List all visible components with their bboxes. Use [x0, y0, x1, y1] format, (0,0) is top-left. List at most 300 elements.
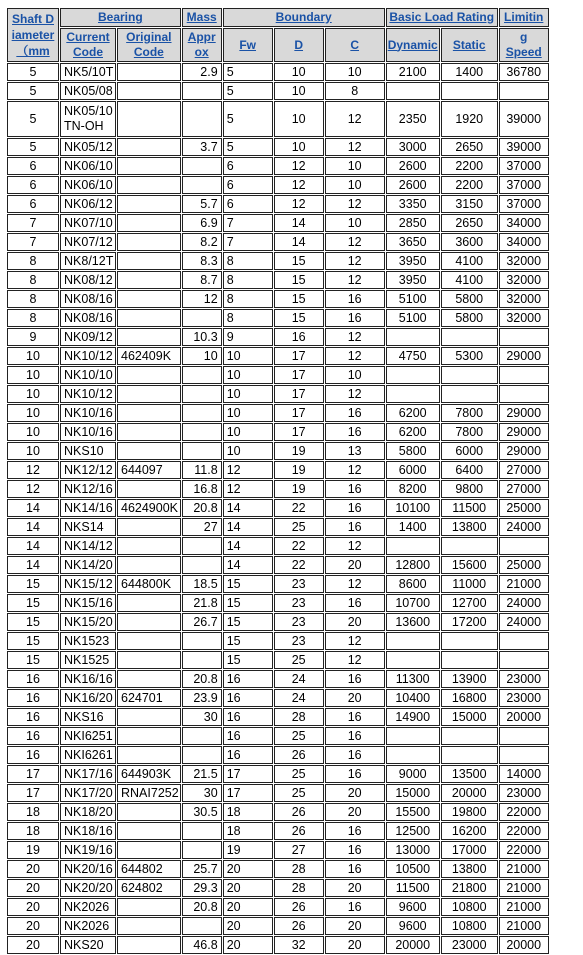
cell-static: 11500 — [441, 499, 498, 517]
cell-d: 22 — [274, 499, 324, 517]
cell-original-code: 624701 — [117, 689, 181, 707]
cell-fw: 15 — [223, 575, 273, 593]
cell-current-code: NK15/12 — [60, 575, 116, 593]
cell-d: 24 — [274, 670, 324, 688]
table-row — [7, 936, 549, 954]
cell-static: 3150 — [441, 195, 498, 213]
cell-dynamic: 15000 — [386, 784, 440, 802]
cell-current-code: NK18/16 — [60, 822, 116, 840]
header-current-code-line1: Current — [66, 30, 110, 44]
cell-current-code: NK19/16 — [60, 841, 116, 859]
cell-limiting-speed: 21000 — [499, 575, 549, 593]
cell-dynamic: 2850 — [386, 214, 440, 232]
cell-limiting-speed: 39000 — [499, 101, 549, 137]
cell-fw: 14 — [223, 556, 273, 574]
cell-mass: 12 — [182, 290, 222, 308]
cell-fw: 15 — [223, 651, 273, 669]
cell-c: 20 — [325, 936, 385, 954]
cell-limiting-speed: 32000 — [499, 252, 549, 270]
cell-static: 16800 — [441, 689, 498, 707]
cell-static — [441, 632, 498, 650]
cell-original-code — [117, 442, 181, 460]
cell-d: 25 — [274, 765, 324, 783]
cell-limiting-speed: 27000 — [499, 461, 549, 479]
cell-static: 3600 — [441, 233, 498, 251]
cell-dynamic — [386, 366, 440, 384]
cell-limiting-speed: 21000 — [499, 917, 549, 935]
table-row — [7, 651, 549, 669]
cell-static: 7800 — [441, 423, 498, 441]
cell-static: 2650 — [441, 214, 498, 232]
header-static: Static — [441, 28, 498, 62]
cell-shaft-diameter: 12 — [7, 480, 59, 498]
table-row — [7, 214, 549, 232]
cell-mass — [182, 157, 222, 175]
cell-limiting-speed: 21000 — [499, 879, 549, 897]
cell-static: 5800 — [441, 290, 498, 308]
cell-mass: 21.8 — [182, 594, 222, 612]
cell-limiting-speed — [499, 385, 549, 403]
cell-shaft-diameter: 10 — [7, 366, 59, 384]
cell-shaft-diameter: 14 — [7, 499, 59, 517]
cell-static: 10800 — [441, 917, 498, 935]
cell-c: 16 — [325, 670, 385, 688]
cell-c: 10 — [325, 157, 385, 175]
header-shaft-line3: （mm — [16, 44, 50, 58]
cell-fw: 16 — [223, 670, 273, 688]
cell-d: 27 — [274, 841, 324, 859]
cell-c: 16 — [325, 290, 385, 308]
cell-c: 16 — [325, 765, 385, 783]
cell-original-code — [117, 632, 181, 650]
cell-dynamic: 15500 — [386, 803, 440, 821]
cell-current-code: NKS14 — [60, 518, 116, 536]
table-row — [7, 233, 549, 251]
cell-d: 12 — [274, 176, 324, 194]
cell-limiting-speed — [499, 727, 549, 745]
cell-dynamic: 6200 — [386, 423, 440, 441]
cell-current-code: NK1523 — [60, 632, 116, 650]
cell-limiting-speed — [499, 632, 549, 650]
cell-d: 24 — [274, 689, 324, 707]
cell-mass — [182, 385, 222, 403]
cell-original-code — [117, 82, 181, 100]
cell-mass: 25.7 — [182, 860, 222, 878]
cell-d: 17 — [274, 366, 324, 384]
cell-static: 2200 — [441, 157, 498, 175]
cell-mass: 6.9 — [182, 214, 222, 232]
cell-mass — [182, 82, 222, 100]
cell-original-code — [117, 157, 181, 175]
cell-current-code: NK05/10 TN-OH — [60, 101, 116, 137]
cell-mass: 30 — [182, 784, 222, 802]
table-row — [7, 385, 549, 403]
cell-shaft-diameter: 10 — [7, 442, 59, 460]
cell-current-code: NK10/16 — [60, 404, 116, 422]
header-current-code — [60, 28, 116, 62]
cell-current-code: NK05/08 — [60, 82, 116, 100]
cell-d: 10 — [274, 82, 324, 100]
cell-c: 20 — [325, 556, 385, 574]
cell-static: 5300 — [441, 347, 498, 365]
cell-limiting-speed: 29000 — [499, 404, 549, 422]
cell-shaft-diameter: 5 — [7, 101, 59, 137]
cell-original-code — [117, 556, 181, 574]
table-row — [7, 82, 549, 100]
cell-fw: 14 — [223, 537, 273, 555]
cell-static: 15600 — [441, 556, 498, 574]
table-row — [7, 727, 549, 745]
cell-c: 8 — [325, 82, 385, 100]
cell-c: 12 — [325, 138, 385, 156]
cell-dynamic: 9600 — [386, 898, 440, 916]
cell-fw: 6 — [223, 157, 273, 175]
cell-limiting-speed — [499, 651, 549, 669]
cell-mass: 10.3 — [182, 328, 222, 346]
cell-original-code: 462409K — [117, 347, 181, 365]
cell-c: 20 — [325, 689, 385, 707]
header-fw: Fw — [223, 28, 273, 62]
cell-original-code — [117, 252, 181, 270]
cell-dynamic: 8600 — [386, 575, 440, 593]
cell-current-code: NK14/20 — [60, 556, 116, 574]
cell-dynamic: 3650 — [386, 233, 440, 251]
cell-dynamic: 1400 — [386, 518, 440, 536]
cell-c: 12 — [325, 575, 385, 593]
cell-original-code — [117, 936, 181, 954]
cell-d: 17 — [274, 423, 324, 441]
cell-mass — [182, 537, 222, 555]
cell-c: 12 — [325, 347, 385, 365]
table-row — [7, 461, 549, 479]
cell-c: 12 — [325, 328, 385, 346]
cell-d: 32 — [274, 936, 324, 954]
cell-dynamic: 6200 — [386, 404, 440, 422]
cell-c: 16 — [325, 898, 385, 916]
cell-limiting-speed: 22000 — [499, 841, 549, 859]
cell-shaft-diameter: 16 — [7, 689, 59, 707]
table-row — [7, 309, 549, 327]
cell-c: 12 — [325, 195, 385, 213]
bearing-spec-table — [6, 7, 550, 955]
cell-dynamic: 3950 — [386, 271, 440, 289]
cell-static: 17200 — [441, 613, 498, 631]
cell-static: 13800 — [441, 860, 498, 878]
cell-current-code: NK20/16 — [60, 860, 116, 878]
table-row — [7, 803, 549, 821]
cell-shaft-diameter: 15 — [7, 613, 59, 631]
cell-current-code: NK18/20 — [60, 803, 116, 821]
cell-dynamic — [386, 385, 440, 403]
cell-mass: 20.8 — [182, 898, 222, 916]
cell-dynamic — [386, 727, 440, 745]
cell-dynamic: 8200 — [386, 480, 440, 498]
cell-static: 17000 — [441, 841, 498, 859]
cell-static: 23000 — [441, 936, 498, 954]
table-body — [7, 63, 549, 954]
cell-mass — [182, 366, 222, 384]
cell-fw: 14 — [223, 518, 273, 536]
cell-dynamic: 10400 — [386, 689, 440, 707]
cell-static: 1920 — [441, 101, 498, 137]
cell-limiting-speed — [499, 537, 549, 555]
header-approx — [182, 28, 222, 62]
cell-static: 12700 — [441, 594, 498, 612]
cell-c: 16 — [325, 480, 385, 498]
cell-fw: 5 — [223, 101, 273, 137]
cell-original-code — [117, 138, 181, 156]
cell-mass — [182, 727, 222, 745]
cell-current-code: NKS20 — [60, 936, 116, 954]
cell-static — [441, 82, 498, 100]
cell-current-code: NK10/16 — [60, 423, 116, 441]
cell-limiting-speed: 20000 — [499, 708, 549, 726]
cell-shaft-diameter: 16 — [7, 746, 59, 764]
table-row — [7, 423, 549, 441]
cell-shaft-diameter: 16 — [7, 670, 59, 688]
cell-d: 26 — [274, 917, 324, 935]
cell-limiting-speed: 32000 — [499, 290, 549, 308]
cell-mass — [182, 746, 222, 764]
cell-current-code: NK16/16 — [60, 670, 116, 688]
header-current-code-line2: Code — [73, 45, 103, 59]
cell-shaft-diameter: 10 — [7, 423, 59, 441]
cell-original-code — [117, 594, 181, 612]
cell-fw: 8 — [223, 271, 273, 289]
table-row — [7, 575, 549, 593]
cell-current-code: NK5/10T — [60, 63, 116, 81]
cell-limiting-speed: 21000 — [499, 860, 549, 878]
cell-limiting-speed: 22000 — [499, 803, 549, 821]
cell-dynamic: 12500 — [386, 822, 440, 840]
cell-fw: 12 — [223, 461, 273, 479]
header-dynamic: Dynamic — [386, 28, 440, 62]
cell-dynamic: 10100 — [386, 499, 440, 517]
cell-current-code: NK07/12 — [60, 233, 116, 251]
cell-d: 28 — [274, 879, 324, 897]
cell-shaft-diameter: 15 — [7, 632, 59, 650]
cell-fw: 8 — [223, 290, 273, 308]
cell-shaft-diameter: 16 — [7, 727, 59, 745]
cell-current-code: NKS10 — [60, 442, 116, 460]
cell-mass: 3.7 — [182, 138, 222, 156]
cell-mass: 8.7 — [182, 271, 222, 289]
cell-dynamic: 6000 — [386, 461, 440, 479]
cell-shaft-diameter: 18 — [7, 822, 59, 840]
cell-d: 17 — [274, 385, 324, 403]
cell-original-code — [117, 917, 181, 935]
table-row — [7, 518, 549, 536]
cell-static: 13800 — [441, 518, 498, 536]
cell-fw: 16 — [223, 746, 273, 764]
cell-original-code: 4624900K — [117, 499, 181, 517]
header-limiting-line1: Limitin — [499, 8, 549, 27]
cell-c: 12 — [325, 651, 385, 669]
table-row — [7, 784, 549, 802]
table-row — [7, 366, 549, 384]
cell-c: 12 — [325, 271, 385, 289]
cell-dynamic: 3350 — [386, 195, 440, 213]
cell-static: 21800 — [441, 879, 498, 897]
cell-mass: 30 — [182, 708, 222, 726]
cell-mass: 26.7 — [182, 613, 222, 631]
cell-shaft-diameter: 15 — [7, 651, 59, 669]
cell-shaft-diameter: 9 — [7, 328, 59, 346]
cell-limiting-speed: 29000 — [499, 347, 549, 365]
cell-dynamic: 9000 — [386, 765, 440, 783]
cell-fw: 10 — [223, 423, 273, 441]
cell-d: 19 — [274, 480, 324, 498]
cell-d: 15 — [274, 290, 324, 308]
header-limiting-line3: Speed — [505, 45, 542, 59]
cell-current-code: NK1525 — [60, 651, 116, 669]
cell-original-code — [117, 480, 181, 498]
cell-c: 16 — [325, 518, 385, 536]
header-original-code-line2: Code — [133, 45, 164, 59]
cell-static: 13500 — [441, 765, 498, 783]
cell-mass — [182, 404, 222, 422]
cell-dynamic: 2600 — [386, 176, 440, 194]
header-original-code — [117, 28, 181, 62]
cell-fw: 14 — [223, 499, 273, 517]
table-row — [7, 252, 549, 270]
cell-d: 26 — [274, 898, 324, 916]
cell-static — [441, 746, 498, 764]
table-row — [7, 556, 549, 574]
cell-fw: 10 — [223, 442, 273, 460]
cell-fw: 15 — [223, 594, 273, 612]
cell-shaft-diameter: 18 — [7, 803, 59, 821]
cell-static — [441, 537, 498, 555]
cell-mass — [182, 556, 222, 574]
table-row — [7, 632, 549, 650]
cell-mass: 29.3 — [182, 879, 222, 897]
cell-current-code: NK10/10 — [60, 366, 116, 384]
cell-fw: 20 — [223, 936, 273, 954]
cell-dynamic: 12800 — [386, 556, 440, 574]
cell-mass: 23.9 — [182, 689, 222, 707]
cell-limiting-speed: 24000 — [499, 613, 549, 631]
cell-dynamic: 5800 — [386, 442, 440, 460]
cell-d: 23 — [274, 575, 324, 593]
cell-shaft-diameter: 20 — [7, 917, 59, 935]
cell-current-code: NK15/20 — [60, 613, 116, 631]
cell-limiting-speed: 14000 — [499, 765, 549, 783]
cell-limiting-speed: 39000 — [499, 138, 549, 156]
cell-current-code: NK17/20 — [60, 784, 116, 802]
cell-mass: 8.3 — [182, 252, 222, 270]
cell-fw: 8 — [223, 309, 273, 327]
cell-d: 26 — [274, 746, 324, 764]
cell-current-code: NK12/16 — [60, 480, 116, 498]
cell-current-code: NK08/12 — [60, 271, 116, 289]
cell-c: 16 — [325, 309, 385, 327]
cell-shaft-diameter: 5 — [7, 138, 59, 156]
cell-fw: 15 — [223, 613, 273, 631]
cell-mass: 5.7 — [182, 195, 222, 213]
table-row — [7, 157, 549, 175]
cell-dynamic: 14900 — [386, 708, 440, 726]
cell-dynamic — [386, 328, 440, 346]
cell-static — [441, 328, 498, 346]
cell-d: 10 — [274, 63, 324, 81]
cell-c: 12 — [325, 385, 385, 403]
cell-current-code: NKI6261 — [60, 746, 116, 764]
table-row — [7, 63, 549, 81]
cell-original-code — [117, 423, 181, 441]
cell-fw: 8 — [223, 252, 273, 270]
cell-d: 15 — [274, 271, 324, 289]
cell-current-code: NKS16 — [60, 708, 116, 726]
cell-limiting-speed — [499, 366, 549, 384]
cell-c: 12 — [325, 233, 385, 251]
cell-dynamic: 5100 — [386, 309, 440, 327]
cell-shaft-diameter: 6 — [7, 176, 59, 194]
cell-c: 12 — [325, 461, 385, 479]
header-approx-line1: Appr — [187, 30, 216, 44]
cell-fw: 10 — [223, 404, 273, 422]
table-row — [7, 841, 549, 859]
cell-original-code — [117, 404, 181, 422]
cell-current-code: NK10/12 — [60, 347, 116, 365]
cell-current-code: NK8/12T — [60, 252, 116, 270]
cell-c: 10 — [325, 176, 385, 194]
cell-static: 13900 — [441, 670, 498, 688]
cell-limiting-speed: 23000 — [499, 689, 549, 707]
cell-current-code: NK14/16 — [60, 499, 116, 517]
cell-original-code: 644802 — [117, 860, 181, 878]
cell-current-code: NK15/16 — [60, 594, 116, 612]
cell-c: 20 — [325, 613, 385, 631]
cell-d: 12 — [274, 195, 324, 213]
cell-dynamic: 11300 — [386, 670, 440, 688]
cell-fw: 5 — [223, 63, 273, 81]
cell-mass — [182, 841, 222, 859]
cell-original-code: 644903K — [117, 765, 181, 783]
cell-current-code: NK16/20 — [60, 689, 116, 707]
cell-d: 25 — [274, 518, 324, 536]
cell-original-code — [117, 518, 181, 536]
cell-limiting-speed: 36780 — [499, 63, 549, 81]
cell-c: 10 — [325, 366, 385, 384]
cell-static: 7800 — [441, 404, 498, 422]
cell-mass: 16.8 — [182, 480, 222, 498]
cell-current-code: NK05/12 — [60, 138, 116, 156]
header-shaft-line2: iameter — [11, 28, 55, 42]
table-row — [7, 347, 549, 365]
cell-dynamic — [386, 746, 440, 764]
cell-fw: 9 — [223, 328, 273, 346]
cell-d: 15 — [274, 252, 324, 270]
cell-limiting-speed: 25000 — [499, 556, 549, 574]
cell-shaft-diameter: 20 — [7, 936, 59, 954]
cell-shaft-diameter: 6 — [7, 157, 59, 175]
cell-current-code: NK08/16 — [60, 290, 116, 308]
table-row — [7, 689, 549, 707]
cell-fw: 7 — [223, 214, 273, 232]
cell-original-code: 624802 — [117, 879, 181, 897]
cell-c: 20 — [325, 917, 385, 935]
cell-dynamic: 3000 — [386, 138, 440, 156]
cell-c: 16 — [325, 822, 385, 840]
cell-dynamic: 20000 — [386, 936, 440, 954]
table-row — [7, 442, 549, 460]
cell-d: 17 — [274, 404, 324, 422]
cell-shaft-diameter: 10 — [7, 385, 59, 403]
cell-current-code: NK08/16 — [60, 309, 116, 327]
cell-d: 12 — [274, 157, 324, 175]
cell-c: 20 — [325, 784, 385, 802]
